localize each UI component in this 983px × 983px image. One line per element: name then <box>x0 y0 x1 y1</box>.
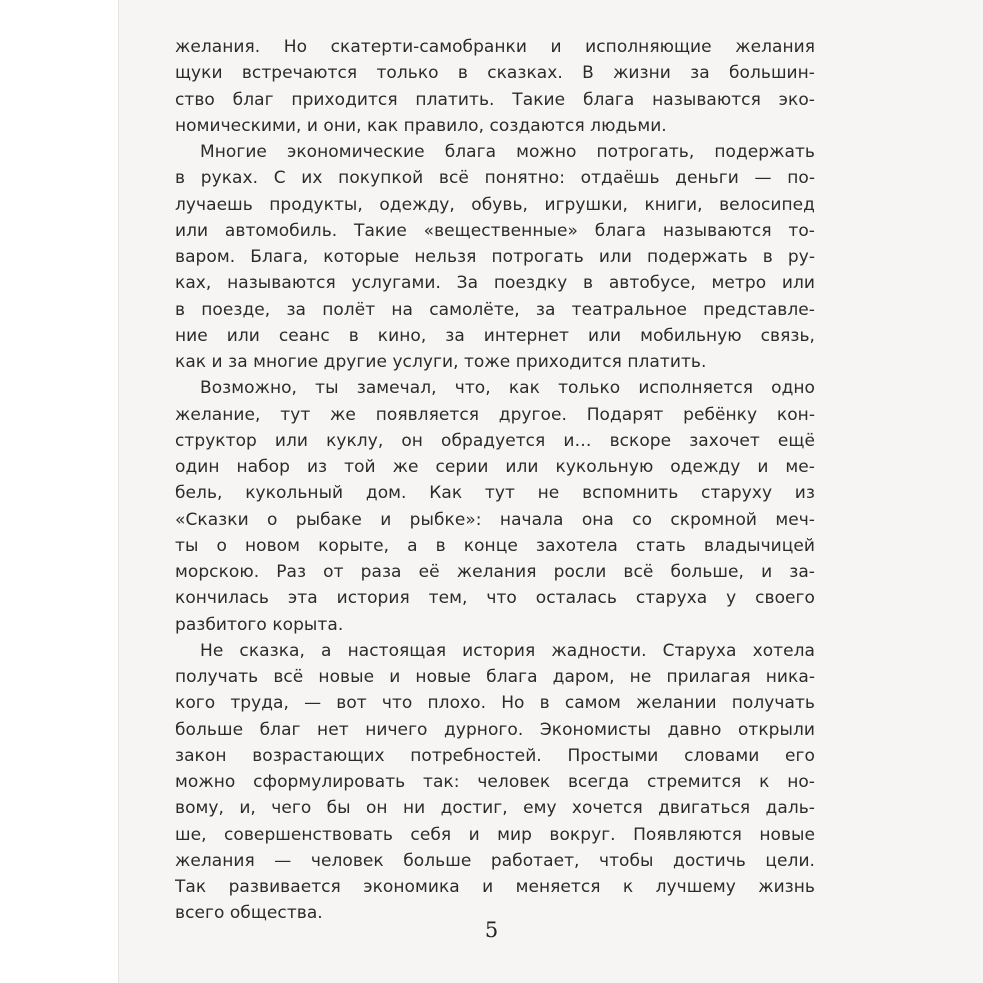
text-line: ты о новом корыте, а в конце захотела стать владычицей <box>175 535 815 556</box>
text-line: больше благ нет ничего дурного. Экономисты давно открыли <box>175 719 815 740</box>
text-line: получать всё новые и новые блага даром, не прилагая ника- <box>175 667 815 687</box>
text-line: можно сформулировать так: человек всегда стремится к но- <box>175 772 815 792</box>
text-line: лучаешь продукты, одежду, обувь, игрушки, книги, велосипед <box>175 194 815 215</box>
text-line: щуки встречаются только в сказках. В жизни за большин- <box>175 63 815 84</box>
paragraph-1 <box>175 34 815 139</box>
text-line: в поезде, за полёт на самолёте, за театральное представле- <box>175 299 815 320</box>
text-line: всего общества. <box>175 903 323 924</box>
text-line: морскою. Раз от раза её желания росли всё больше, и за- <box>175 562 815 582</box>
text-line: Многие экономические блага можно потрогать, подержать <box>200 142 815 162</box>
text-line: «Сказки о рыбаке и рыбке»: начала она со скромной меч- <box>175 509 815 530</box>
text-line: кончилась эта история тем, что осталась старуха у своего <box>175 588 815 609</box>
text-line: ние или сеанс в кино, за интернет или мобильную связь, <box>175 325 815 346</box>
paragraph-2 <box>175 139 815 375</box>
page-number: 5 <box>484 918 499 942</box>
text-line: варом. Блага, которые нельзя потрогать или подержать в ру- <box>175 247 815 267</box>
text-line: или автомобиль. Такие «вещественные» блага называются то- <box>175 220 815 241</box>
text-line: желания. Но скатерти-самобранки и исполняющие желания <box>175 37 815 57</box>
text-line: ство благ приходится платить. Такие блага называются эко- <box>175 89 815 110</box>
text-line: ше, совершенствовать себя и мир вокруг. Появляются новые <box>175 824 815 845</box>
text-line: бель, кукольный дом. Как тут не вспомнить старуху из <box>175 483 815 504</box>
body-text <box>175 34 815 927</box>
text-line: желание, тут же появляется другое. Подарят ребёнку кон- <box>175 404 815 425</box>
text-line: один набор из той же серии или кукольную одежду и ме- <box>175 457 815 477</box>
text-line: в руках. С их покупкой всё понятно: отдаёшь деньги — по- <box>175 168 815 189</box>
paragraph-4 <box>175 638 815 927</box>
text-line: Не сказка, а настоящая история жадности. Старуха хотела <box>200 640 815 661</box>
paragraph-3 <box>175 375 815 638</box>
text-line: закон возрастающих потребностей. Простыми словами его <box>175 745 815 766</box>
text-line: ках, называются услугами. За поездку в автобусе, метро или <box>175 273 815 294</box>
text-line: желания — человек больше работает, чтобы достичь цели. <box>175 850 815 871</box>
text-line: разбитого корыта. <box>175 614 344 635</box>
text-line: вому, и, чего бы он ни достиг, ему хочется двигаться даль- <box>175 798 815 819</box>
text-line: структор или куклу, он обрадуется и… вскоре захочет ещё <box>175 430 815 451</box>
text-line: Так развивается экономика и меняется к лучшему жизнь <box>175 877 815 897</box>
text-line: Возможно, ты замечал, что, как только исполняется одно <box>200 378 815 399</box>
text-line: как и за многие другие услуги, тоже приходится платить. <box>175 352 707 372</box>
text-line: кого труда, — вот что плохо. Но в самом желании получать <box>175 693 815 714</box>
text-line: номическими, и они, как правило, создаются людьми. <box>175 115 667 136</box>
